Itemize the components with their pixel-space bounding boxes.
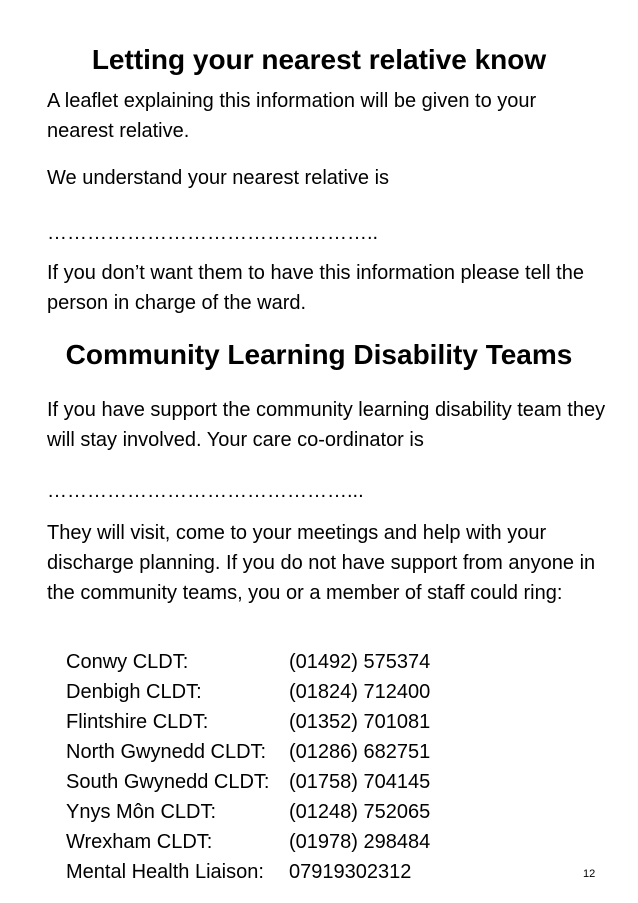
contact-row	[66, 677, 546, 707]
contact-phone: (01758) 704145	[289, 771, 431, 793]
contact-phone: (01286) 682751	[289, 741, 431, 763]
contact-name: South Gwynedd CLDT:	[66, 771, 270, 793]
opt-out-paragraph: If you don’t want them to have this information please tell the person in charge of the ward.	[47, 262, 584, 314]
contact-phone: (01352) 701081	[289, 711, 431, 733]
section-heading-nearest-relative: Letting your nearest relative know	[91, 44, 547, 75]
leaflet-info-paragraph: A leaflet explaining this information will be given to your nearest relative.	[47, 90, 537, 142]
nearest-relative-paragraph: We understand your nearest relative is	[47, 167, 390, 189]
contact-row	[66, 707, 546, 737]
care-coordinator-blank-line: ………………………………………...	[47, 480, 364, 502]
contact-name: North Gwynedd CLDT:	[66, 741, 267, 763]
contact-row	[66, 857, 546, 887]
contact-phone: (01824) 712400	[289, 681, 431, 703]
contact-phone: (01248) 752065	[289, 801, 431, 823]
cldt-support-paragraph: If you have support the community learning disability team they will stay involved. Your care co-ordinator is	[47, 399, 606, 451]
contact-row	[66, 647, 546, 677]
contact-row	[66, 737, 546, 767]
contact-phone: 07919302312	[289, 861, 412, 883]
contact-name: Flintshire CLDT:	[66, 711, 209, 733]
cldt-visit-paragraph: They will visit, come to your meetings and help with your discharge planning. If you do not have support from anyone in the community teams, you or a member of staff could ring:	[47, 522, 596, 604]
contact-name: Ynys Môn CLDT:	[66, 801, 217, 823]
contact-phone: (01492) 575374	[289, 651, 431, 673]
section-heading-cldt: Community Learning Disability Teams	[65, 339, 573, 370]
contact-row	[66, 767, 546, 797]
contact-row	[66, 797, 546, 827]
contact-row	[66, 827, 546, 857]
contact-name: Wrexham CLDT:	[66, 831, 213, 853]
nearest-relative-blank-line: …………………………………………..	[47, 222, 379, 244]
contact-phone: (01978) 298484	[289, 831, 431, 853]
page-number: 12	[583, 868, 596, 880]
contact-list	[66, 647, 546, 887]
contact-name: Conwy CLDT:	[66, 651, 189, 673]
contact-name: Denbigh CLDT:	[66, 681, 202, 703]
contact-name: Mental Health Liaison:	[66, 861, 264, 883]
